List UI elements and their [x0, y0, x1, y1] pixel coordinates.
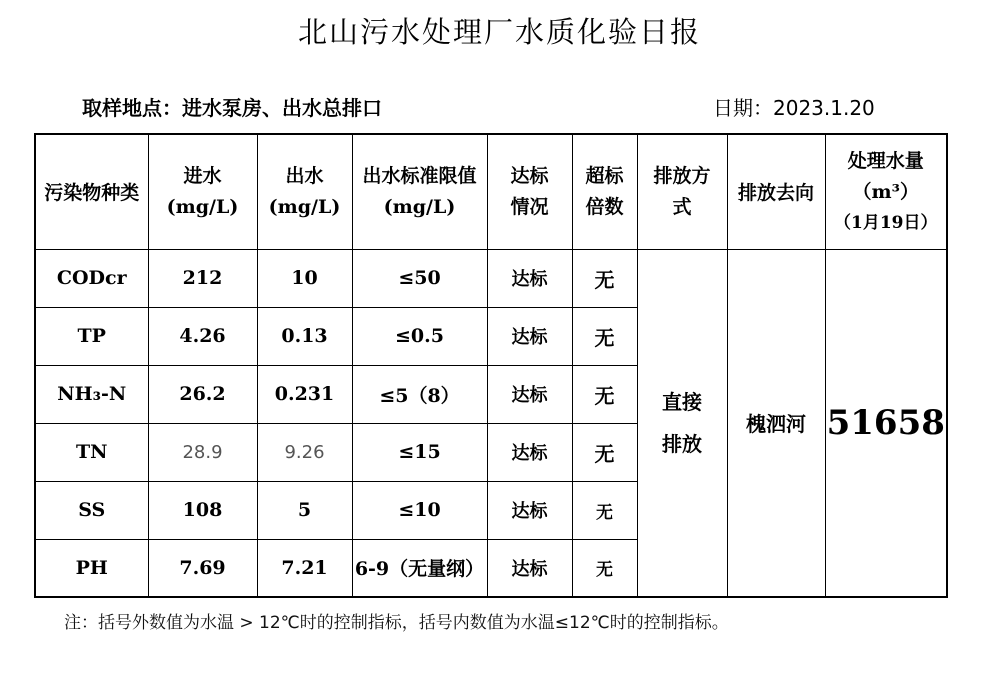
table-header-row [35, 134, 947, 249]
page-title: 北山污水处理厂水质化验日报 [297, 15, 701, 49]
pollutant-name: TN [35, 423, 148, 481]
effluent-value: 7.21 [257, 539, 352, 597]
exceed-value: 无 [572, 481, 637, 539]
status-value: 达标 [487, 423, 572, 481]
status-value: 达标 [487, 539, 572, 597]
effluent-value: 0.13 [257, 307, 352, 365]
col-header-effluent [257, 134, 352, 249]
header-line: 出水 [285, 164, 324, 187]
header-line: 倍数 [585, 195, 624, 218]
exceed-value: 无 [572, 307, 637, 365]
influent-value: 4.26 [148, 307, 257, 365]
header-line: 超标 [585, 164, 624, 187]
exceed-value: 无 [572, 249, 637, 307]
header-line: 情况 [510, 195, 549, 218]
header-line: （m³） [852, 180, 919, 203]
header-line: 出水标准限值 [362, 164, 477, 187]
pollutant-name: PH [35, 539, 148, 597]
col-header-influent [148, 134, 257, 249]
pollutant-name: SS [35, 481, 148, 539]
influent-value: 7.69 [148, 539, 257, 597]
limit-value: ≤50 [352, 249, 487, 307]
status-value: 达标 [487, 481, 572, 539]
method-line: 排放 [662, 431, 702, 456]
header-line: (mg/L) [268, 195, 341, 218]
water-quality-table [34, 133, 948, 598]
header-line: 处理水量 [847, 149, 924, 172]
exceed-value: 无 [572, 539, 637, 597]
exceed-value: 无 [572, 423, 637, 481]
header-line: 进水 [183, 164, 222, 187]
limit-value: ≤10 [352, 481, 487, 539]
table-row-codcr [35, 249, 947, 307]
effluent-value: 10 [257, 249, 352, 307]
sampling-location-label: 取样地点：进水泵房、出水总排口 [82, 96, 382, 120]
limit-value: ≤15 [352, 423, 487, 481]
status-value: 达标 [487, 307, 572, 365]
header-line: （1月19日） [834, 212, 938, 233]
influent-value: 108 [148, 481, 257, 539]
footnote: 注：括号外数值为水温 > 12℃时的控制指标，括号内数值为水温≤12℃时的控制指标。 [64, 613, 729, 633]
col-header-treated-volume [825, 134, 947, 249]
col-header-exceed [572, 134, 637, 249]
limit-value: 6-9（无量纲） [352, 539, 487, 597]
report-date-label: 日期：2023.1.20 [713, 96, 875, 120]
influent-value: 28.9 [148, 423, 257, 481]
col-header-discharge-destination: 排放去向 [727, 134, 825, 249]
limit-value: ≤5（8） [352, 365, 487, 423]
header-line: 达标 [510, 164, 549, 187]
col-header-status [487, 134, 572, 249]
pollutant-name: CODcr [35, 249, 148, 307]
col-header-discharge-method [637, 134, 727, 249]
header-line: (mg/L) [166, 195, 239, 218]
influent-value: 26.2 [148, 365, 257, 423]
status-value: 达标 [487, 249, 572, 307]
effluent-value: 9.26 [257, 423, 352, 481]
discharge-method-cell [637, 249, 727, 597]
limit-value: ≤0.5 [352, 307, 487, 365]
col-header-pollutant: 污染物种类 [35, 134, 148, 249]
exceed-value: 无 [572, 365, 637, 423]
pollutant-name: TP [35, 307, 148, 365]
col-header-limit [352, 134, 487, 249]
discharge-destination-cell: 槐泗河 [727, 249, 825, 597]
treated-volume-cell: 51658 [825, 249, 947, 597]
effluent-value: 5 [257, 481, 352, 539]
status-value: 达标 [487, 365, 572, 423]
method-line: 直接 [662, 389, 702, 414]
effluent-value: 0.231 [257, 365, 352, 423]
header-line: 式 [672, 195, 692, 218]
influent-value: 212 [148, 249, 257, 307]
header-line: (mg/L) [383, 195, 456, 218]
pollutant-name: NH₃-N [35, 365, 148, 423]
header-line: 排放方 [653, 164, 711, 187]
